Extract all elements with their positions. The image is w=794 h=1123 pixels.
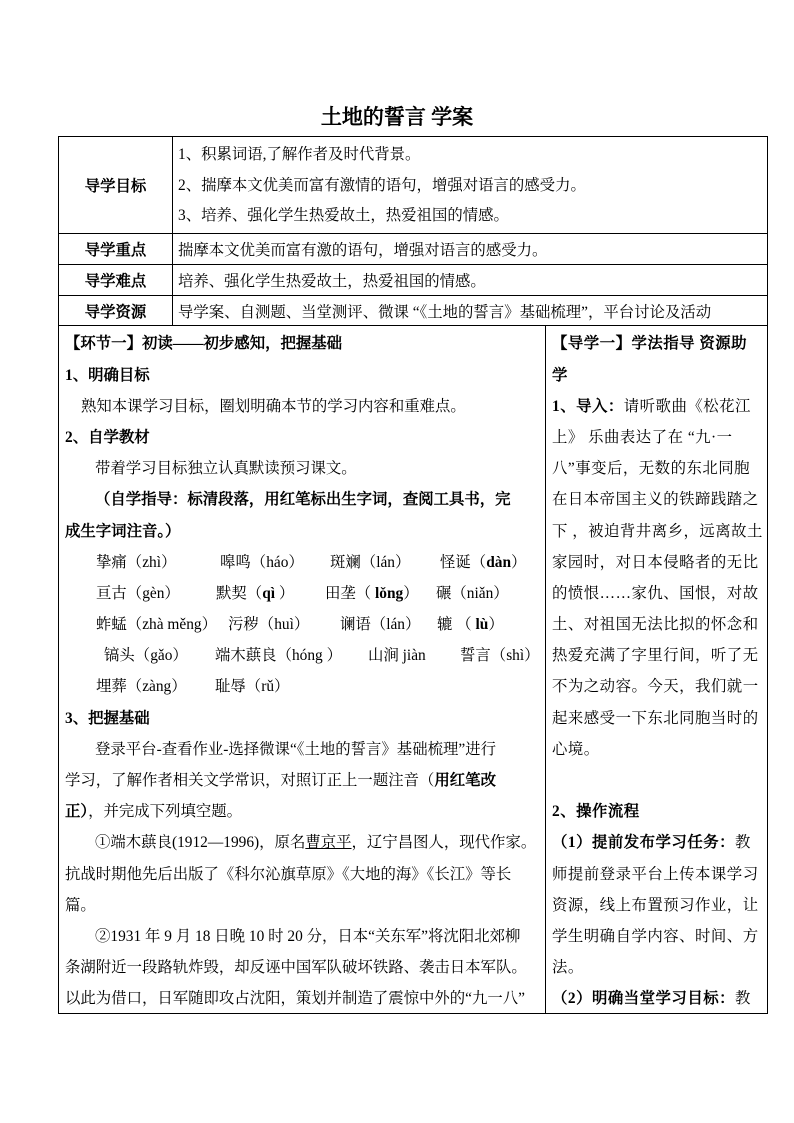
vocab-close: ） xyxy=(488,616,504,634)
difficulties-cell xyxy=(173,265,767,295)
basics-title: 3、把握基础 xyxy=(65,709,150,727)
vocab-pinyin: lán xyxy=(376,553,395,571)
objectives-label: 导学目标 xyxy=(59,137,173,233)
key-points-text: 揣摩本文优美而富有激的语句，增强对语言的感受力。 xyxy=(178,242,548,259)
basics-line-emphasis: 正） xyxy=(65,803,89,821)
vocab-word: 埋葬（ xyxy=(96,678,143,696)
intro-line: 土、对祖国无法比拟的怀念和 xyxy=(552,616,759,634)
vocab-item xyxy=(96,671,187,702)
goal-title: 1、明确目标 xyxy=(65,366,150,384)
self-study-guide-line: （自学指导：标清段落，用红笔标出生字词，查阅工具书，完 xyxy=(95,491,511,509)
vocab-pinyin: dàn xyxy=(486,553,512,571)
process-title: 2、操作流程 xyxy=(552,803,640,821)
intro-label: 1、导入： xyxy=(552,397,624,415)
self-study-guide-line: 成生字词注音。） xyxy=(65,522,181,540)
vocab-close: ） xyxy=(405,616,421,634)
overview-row-resources xyxy=(59,296,767,325)
vocab-row xyxy=(65,640,545,671)
key-points-cell xyxy=(173,234,767,264)
vocab-item xyxy=(437,609,504,640)
vocab-item xyxy=(104,640,188,671)
intro-line: 热爱充满了字里行间，听了无 xyxy=(552,647,759,665)
intro-line: 在日本帝国主义的铁蹄践踏之 xyxy=(552,491,759,509)
vocab-item xyxy=(220,547,304,578)
fill-item-text: ①端木蕻良(1912—1996)，原名 xyxy=(95,834,306,852)
difficulties-text: 培养、强化学生热爱故土，热爱祖国的情感。 xyxy=(178,273,486,290)
intro-line: 起来感受一下东北同胞当时的 xyxy=(552,709,759,727)
fill-answer: 曹京平 xyxy=(305,834,352,852)
vocab-item xyxy=(96,547,176,578)
resources-label: 导学资源 xyxy=(59,296,173,325)
objectives-cell xyxy=(173,137,767,233)
vocab-row xyxy=(65,547,545,578)
vocab-close: ） xyxy=(493,584,509,602)
basics-line: 登录平台-查看作业-选择微课“《土地的誓言》基础梳理”进行 xyxy=(95,740,496,758)
fill-item-line: 篇。 xyxy=(65,896,96,914)
vocab-pinyin: hóng xyxy=(291,647,323,665)
intro-line: 不为之动容。今天，我们就一 xyxy=(552,678,759,696)
vocab-item xyxy=(440,547,526,578)
process-line: 法。 xyxy=(552,959,584,977)
self-study-text: 带着学习目标独立认真默读预习课文。 xyxy=(95,460,357,478)
vocab-close: ） xyxy=(172,647,188,665)
vocab-item xyxy=(216,578,294,609)
intro-line xyxy=(552,391,767,422)
basics-line-text: ，并完成下列填空题。 xyxy=(88,803,243,821)
intro-line: 的愤恨……家仇、国恨，对故 xyxy=(552,584,759,602)
vocab-row xyxy=(65,578,545,609)
vocab-close: ） xyxy=(171,678,187,696)
process-line: 学生明确自学内容、时间、方 xyxy=(552,927,759,945)
vocab-word: 誓言（ xyxy=(460,647,507,665)
overview-row-key-points xyxy=(59,234,767,265)
vocab-pinyin: gǎo xyxy=(150,647,173,665)
vocab-word: 挚痛（ xyxy=(96,553,143,571)
fill-item-2: ②1931 年 9 月 18 日晚 10 时 20 分，日本“关东军”将沈阳北郊柳 xyxy=(95,927,521,945)
vocab-close: ） xyxy=(201,616,217,634)
phase1-heading: 【环节一】初读——初步感知，把握基础 xyxy=(65,335,343,353)
vocab-close: ） xyxy=(322,647,342,665)
intro-line: 八”事变后，无数的东北同胞 xyxy=(552,460,751,478)
vocab-pinyin: huì xyxy=(274,616,294,634)
vocab-close: ） xyxy=(511,553,527,571)
vocab-close: ） xyxy=(395,553,411,571)
phase1-column xyxy=(59,326,546,1013)
overview-row-difficulties xyxy=(59,265,767,296)
fill-item-line: 以此为借口，日军随即攻占沈阳，策划并制造了震惊中外的“九一八” xyxy=(65,990,525,1008)
fill-item-line: 条湖附近一段路轨炸毁，却反诬中国军队破坏铁路、袭击日本军队。 xyxy=(65,959,527,977)
vocab-pinyin: niǎn xyxy=(466,584,494,602)
fill-item-1 xyxy=(65,827,545,858)
vocab-row xyxy=(65,671,545,702)
objective-line: 2、揣摩本文优美而富有激情的语句，增强对语言的感受力。 xyxy=(178,176,586,194)
vocab-pinyin: zàng xyxy=(142,678,172,696)
vocab-row xyxy=(65,609,545,640)
key-points-label: 导学重点 xyxy=(59,234,173,264)
vocab-close: ） xyxy=(524,647,540,665)
step-label: （1）提前发布学习任务： xyxy=(552,834,735,852)
vocab-close: ） xyxy=(403,584,419,602)
intro-text: 请听歌曲《松花江 xyxy=(623,397,751,415)
process-step-1 xyxy=(552,827,767,858)
intro-line: 上》 乐曲表达了在 “九·一 xyxy=(552,428,733,446)
goal-text: 熟知本课学习目标，圈划明确本节的学习内容和重难点。 xyxy=(81,397,466,415)
basics-line-text: 学习，了解作者相关文学常识，对照订正上一题注音（ xyxy=(65,772,435,790)
overview-row-objectives xyxy=(59,137,767,234)
fill-item-line: 抗战时期他先后出版了《科尔沁旗草原》《大地的海》《长江》等长 xyxy=(65,865,512,883)
vocab-close: ） xyxy=(164,584,180,602)
vocab-pinyin: qì xyxy=(262,584,276,602)
page-title: 土地的誓言 学案 xyxy=(320,105,474,129)
vocab-pinyin: gèn xyxy=(142,584,165,602)
intro-line: 家园时，对日本侵略者的无比 xyxy=(552,553,759,571)
vocab-word: 亘古（ xyxy=(96,584,143,602)
vocab-word: 怪诞（ xyxy=(440,553,487,571)
fill-item-text: ，辽宁昌图人，现代作家。 xyxy=(351,834,537,852)
vocab-word: 污秽（ xyxy=(228,616,275,634)
self-study-title: 2、自学教材 xyxy=(65,428,150,446)
vocab-word: 嗥鸣（ xyxy=(220,553,267,571)
overview-table xyxy=(58,136,768,326)
vocab-pinyin: lǒng xyxy=(375,584,404,602)
vocab-item xyxy=(460,640,540,671)
intro-line: 心境。 xyxy=(552,740,600,758)
vocab-word: 镐头（ xyxy=(104,647,151,665)
vocab-close: ） xyxy=(275,584,295,602)
vocab-close: ） xyxy=(288,553,304,571)
blank-line xyxy=(552,765,767,796)
step-text: 教 xyxy=(735,990,751,1008)
vocab-pinyin: lán xyxy=(386,616,405,634)
vocab-word: 端木蕻良（ xyxy=(215,647,292,665)
vocab-item xyxy=(368,640,426,671)
vocab-pinyin: shì xyxy=(506,647,525,665)
vocab-word: 山涧 xyxy=(368,647,403,665)
vocab-word: 田垄（ xyxy=(325,584,376,602)
vocab-item xyxy=(215,671,289,702)
vocab-pinyin: rǔ xyxy=(261,678,275,696)
process-step-2 xyxy=(552,983,767,1013)
vocab-item xyxy=(96,578,180,609)
vocab-word: 碾（ xyxy=(436,584,467,602)
vocab-word: 辘 （ xyxy=(437,616,476,634)
vocab-word: 默契（ xyxy=(216,584,263,602)
vocab-word: 耻辱（ xyxy=(215,678,262,696)
vocab-pinyin: háo xyxy=(266,553,289,571)
basics-line xyxy=(65,796,545,827)
vocab-word: 蚱蜢（ xyxy=(96,616,143,634)
vocab-close: ） xyxy=(161,553,177,571)
vocab-close: ） xyxy=(274,678,290,696)
basics-line-emphasis: 用红笔改 xyxy=(434,772,496,790)
step-text: 教 xyxy=(735,834,751,852)
lesson-table xyxy=(58,325,768,1014)
vocab-item xyxy=(228,609,309,640)
vocab-pinyin: lù xyxy=(475,616,489,634)
intro-line: 下 ，被迫背井离乡，远离故土 xyxy=(552,522,763,540)
process-line: 资源，线上布置预习作业，让 xyxy=(552,896,759,914)
vocab-item xyxy=(215,640,342,671)
vocab-item xyxy=(340,609,420,640)
vocab-item xyxy=(325,578,419,609)
resources-text: 导学案、自测题、当堂测评、微课 “《土地的誓言》基础梳理”，平台讨论及活动 xyxy=(178,303,712,321)
guide-heading: 【导学一】学法指导 资源助 xyxy=(552,335,748,353)
basics-line xyxy=(65,765,545,796)
vocab-item xyxy=(96,609,217,640)
vocab-pinyin: zhà měng xyxy=(142,616,202,634)
resources-cell xyxy=(173,296,767,325)
process-line: 师提前登录平台上传本课学习 xyxy=(552,865,759,883)
guide-column xyxy=(546,326,767,1013)
objective-line: 1、积累词语,了解作者及时代背景。 xyxy=(178,146,421,163)
vocab-pinyin: zhì xyxy=(142,553,161,571)
difficulties-label: 导学难点 xyxy=(59,265,173,295)
vocab-word: 谰语（ xyxy=(340,616,387,634)
objective-line: 3、培养、强化学生热爱故土，热爱祖国的情感。 xyxy=(178,207,509,224)
guide-heading: 学 xyxy=(552,366,568,384)
vocab-word: 斑斓（ xyxy=(330,553,377,571)
vocab-pinyin: jiàn xyxy=(402,647,426,665)
step-label: （2）明确当堂学习目标： xyxy=(552,990,735,1008)
vocab-close: ） xyxy=(293,616,310,634)
vocab-item xyxy=(436,578,509,609)
vocab-item xyxy=(330,547,410,578)
